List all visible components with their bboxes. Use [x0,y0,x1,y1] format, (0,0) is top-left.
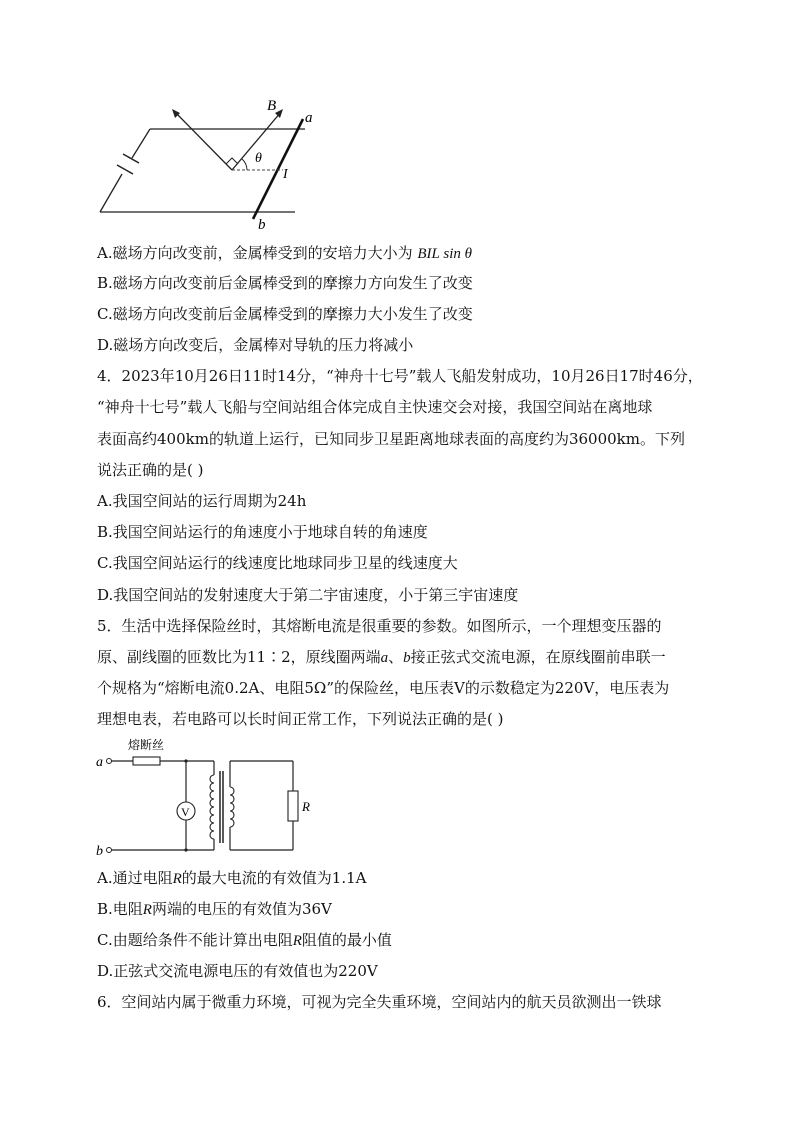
secondary-coil [230,787,234,827]
q4-option-b: B.我国空间站运行的角速度小于地球自转的角速度 [97,523,428,541]
q3-option-c: C.磁场方向改变前后金属棒受到的摩擦力大小发生了改变 [97,305,473,323]
q4-stem-line3: 表面高约400km的轨道上运行，已知同步卫星距离地球表面的高度约为36000km。下列 [97,430,685,448]
label-I: I [283,167,288,182]
q5-stem-line2: 原、副线圈的匝数比为11∶2，原线圈两端a、b接正弦式交流电源，在原线圈前串联一 [97,648,666,666]
resistor-label: R [302,799,310,814]
fuse-symbol [133,757,160,765]
terminal-b [107,848,112,853]
voltmeter-label: V [181,805,190,819]
q5-stem-line1: 5．生活中选择保险丝时，其熔断电流是很重要的参数。如图所示，一个理想变压器的 [97,617,662,635]
terminal-a [107,759,112,764]
q4-stem-line4: 说法正确的是( ) [97,461,204,479]
q3-option-b: B.磁场方向改变前后金属棒受到的摩擦力方向发生了改变 [97,274,473,292]
transformer-circuit-figure [93,735,333,860]
q3-option-a: A.磁场方向改变前，金属棒受到的安培力大小为 BIL sin θ [97,244,472,262]
label-B: B [267,98,277,114]
angle-arc [242,159,247,170]
label-a: a [305,110,313,126]
q5-option-c: C.由题给条件不能计算出电阻R阻值的最小值 [97,931,392,949]
q4-stem-line1: 4．2023年10月26日11时14分，“神舟十七号”载人飞船发射成功，10月26日17时46分， [97,367,703,385]
q5-stem-line4: 理想电表，若电路可以长时间正常工作，下列说法正确的是( ) [97,710,504,728]
q4-option-c: C.我国空间站运行的线速度比地球同步卫星的线速度大 [97,554,458,572]
metal-rod [253,119,303,219]
q5-stem-line3: 个规格为“熔断电流0.2A、电阻5Ω”的保险丝，电压表V的示数稳定为220V，电压表为 [97,679,670,697]
q5-option-b: B.电阻R两端的电压的有效值为36V [97,900,332,918]
q4-option-a: A.我国空间站的运行周期为24h [97,492,307,510]
terminal-b-label: b [96,844,103,859]
q5-option-a: A.通过电阻R的最大电流的有效值为1.1A [97,869,367,887]
label-theta: θ [255,151,262,166]
label-b: b [258,217,266,232]
capacitor-symbol [117,154,139,174]
q4-stem-line2: “神舟十七号”载人飞船与空间站组合体完成自主快速交会对接，我国空间站在离地球 [97,398,653,416]
q5-option-d: D.正弦式交流电源电压的有效值也为220V [97,962,378,980]
primary-coil [210,775,214,839]
right-angle-mark [226,158,238,164]
fuse-label: 熔断丝 [128,738,165,752]
q4-option-d: D.我国空间站的发射速度大于第二宇宙速度，小于第三宇宙速度 [97,586,519,604]
rail-magnetic-field-figure [95,92,335,232]
force-arrow [175,112,232,170]
terminal-a-label: a [96,755,103,770]
resistor-R [288,791,298,821]
q6-stem-line1: 6．空间站内属于微重力环境，可视为完全失重环境，空间站内的航天员欲测出一铁球 [97,993,662,1011]
q3-option-d: D.磁场方向改变后，金属棒对导轨的压力将减小 [97,336,414,354]
